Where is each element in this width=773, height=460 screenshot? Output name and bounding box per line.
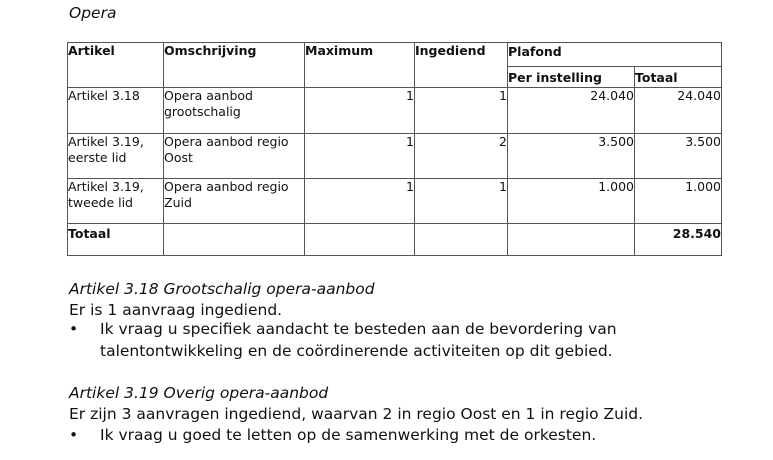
cell-ingediend: 2 bbox=[415, 134, 508, 179]
bullet-text: Ik vraag u goed te letten op de samenwerking met de orkesten. bbox=[100, 426, 597, 444]
section-heading-3-18: Artikel 3.18 Grootschalig opera-aanbod bbox=[69, 280, 375, 298]
bullet-symbol: • bbox=[69, 320, 79, 338]
cell-totaal: 24.040 bbox=[635, 88, 722, 134]
header-ingediend: Ingediend bbox=[415, 43, 508, 88]
cell-maximum: 1 bbox=[305, 134, 415, 179]
table-row bbox=[68, 134, 722, 179]
plafond-table bbox=[67, 42, 722, 256]
page-title: Opera bbox=[69, 4, 117, 22]
cell-empty bbox=[164, 224, 305, 256]
section-text-3-19: Er zijn 3 aanvragen ingediend, waarvan 2 in regio Oost en 1 in regio Zuid. bbox=[69, 405, 644, 423]
cell-per-instelling: 3.500 bbox=[508, 134, 635, 179]
section-heading-3-19: Artikel 3.19 Overig opera-aanbod bbox=[69, 384, 329, 402]
cell-omschrijving: Opera aanbod grootschalig bbox=[164, 88, 305, 134]
cell-artikel: Artikel 3.19, tweede lid bbox=[68, 179, 164, 224]
bullet-symbol: • bbox=[69, 426, 79, 444]
header-artikel: Artikel bbox=[68, 43, 164, 88]
cell-omschrijving: Opera aanbod regio Oost bbox=[164, 134, 305, 179]
cell-ingediend: 1 bbox=[415, 88, 508, 134]
cell-per-instelling: 24.040 bbox=[508, 88, 635, 134]
header-maximum: Maximum bbox=[305, 43, 415, 88]
table-row bbox=[68, 88, 722, 134]
header-plafond: Plafond bbox=[508, 43, 722, 67]
header-omschrijving: Omschrijving bbox=[164, 43, 305, 88]
cell-ingediend: 1 bbox=[415, 179, 508, 224]
cell-empty bbox=[305, 224, 415, 256]
cell-omschrijving: Opera aanbod regio Zuid bbox=[164, 179, 305, 224]
header-per-instelling: Per instelling bbox=[508, 67, 635, 88]
table-row bbox=[68, 179, 722, 224]
cell-empty bbox=[508, 224, 635, 256]
cell-empty bbox=[415, 224, 508, 256]
cell-totaal: 1.000 bbox=[635, 179, 722, 224]
cell-artikel: Artikel 3.18 bbox=[68, 88, 164, 134]
cell-maximum: 1 bbox=[305, 179, 415, 224]
header-totaal: Totaal bbox=[635, 67, 722, 88]
cell-maximum: 1 bbox=[305, 88, 415, 134]
total-row bbox=[68, 224, 722, 256]
total-label: Totaal bbox=[68, 224, 164, 256]
section-text-3-18: Er is 1 aanvraag ingediend. bbox=[69, 301, 283, 319]
total-value: 28.540 bbox=[635, 224, 722, 256]
cell-totaal: 3.500 bbox=[635, 134, 722, 179]
cell-per-instelling: 1.000 bbox=[508, 179, 635, 224]
bullet-text: Ik vraag u specifiek aandacht te besteden aan de bevordering van talentontwikkeling en de coördinerende activiteiten op dit gebied. bbox=[100, 320, 617, 360]
cell-artikel: Artikel 3.19, eerste lid bbox=[68, 134, 164, 179]
